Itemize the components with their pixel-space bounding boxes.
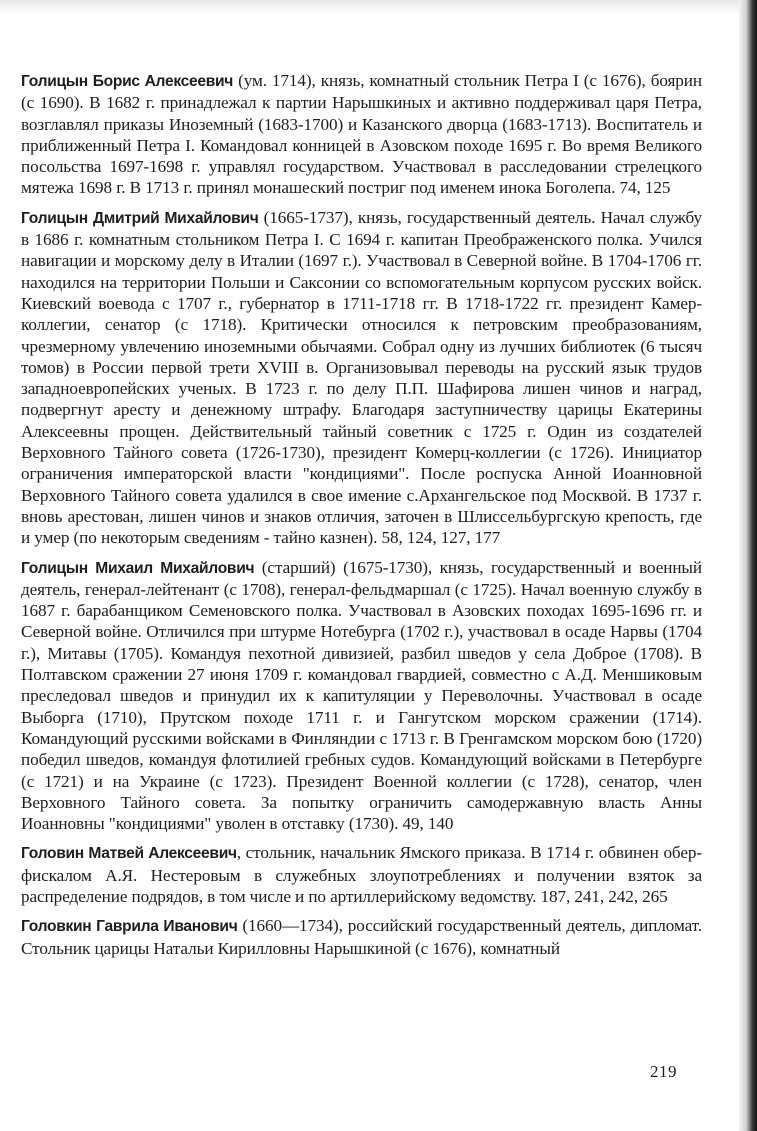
- entry-golitsyn-mikhail: [21, 557, 702, 835]
- entry-name: Голицын Дмитрий Михайлович: [21, 209, 259, 227]
- page-body: [21, 70, 702, 967]
- page-number: 219: [650, 1062, 677, 1081]
- entry-name: Головкин Гаврила Иванович: [21, 918, 238, 936]
- entry-golitsyn-boris: [21, 70, 702, 199]
- entry-name: Голицын Борис Алексеевич: [21, 73, 234, 90]
- entry-name: Голицын Михаил Михайлович: [21, 559, 255, 577]
- entry-text: (1660—1734), российский государственный деятель, дипломат. Стольник царицы Натальи Кирилловны Нарышкиной (с 1676), комнатный: [21, 916, 702, 958]
- entry-text: (1665-1737), князь, государственный деятель. Начал службу в 1686 г. комнатным стольником Петра I. С 1694 г. капитан Преображенского полка. Учился навигации и морскому делу в Италии (1697 г.). Участвовал в Северной войне. В 1704-1706 гг. находился на территории Польши и Саксонии со вспомогательным корпусом русских войск. Киевский воевода с 1707 г., губернатор в 1711-1718 гг. В 1718-1722 гг. президент Камер-коллегии, сенатор (с 1718). Критически относился к петровским преобразованиям, чрезмерному увлечению иноземными обычаями. Собрал одну из лучших библиотек (6 тысяч томов) в России первой трети XVIII в. Организовывал переводы на русский язык трудов западноевропейских ученых. В 1723 г. по делу П.П. Шафирова лишен чинов и наград, подвергнут аресту и денежному штрафу. Благодаря заступничеству царицы Екатерины Алексеевны прощен. Действительный тайный советник с 1725 г. Один из создателей Верховного Тайного совета (1726-1730), президент Комерц-коллегии (с 1726). Инициатор ограничения императорской власти "кондициями". После роспуска Анной Иоанновной Верховного Тайного совета удалился в свое имение с.Архангельское под Москвой. В 1737 г. вновь арестован, лишен чинов и знаков отличия, заточен в Шлиссельбургскую крепость, где и умер (по некоторым сведениям - тайно казнен). 58, 124, 127, 177: [21, 207, 702, 548]
- entry-text: (старший) (1675-1730), князь, государственный и военный деятель, генерал-лейтенант (с 1708), генерал-фельдмаршал (с 1725). Начал военную службу в 1687 г. барабанщиком Семеновского полка. Участвовал в Азовских походах 1695-1696 гг. и Северной войне. Отличился при штурме Нотебурга (1702 г.), участвовал в осаде Нарвы (1704 г.), Митавы (1705). Командуя пехотной дивизией, разбил шведов у села Доброе (1708). В Полтавском сражении 27 июня 1709 г. командовал гвардией, совместно с А.Д. Меншиковым преследовал шведов и принудил их к капитуляции у Переволочны. Участвовал в осаде Выборга (1710), Прутском походе 1711 г. и Гангутском морском сражении (1714). Командующий русскими войсками в Финляндии с 1713 г. В Гренгамском морском бою (1720) победил шведов, командуя флотилией гребных судов. Командующий войсками в Петербурге (с 1721) и на Украине (с 1723). Президент Военной коллегии (с 1728), сенатор, член Верховного Тайного совета. За попытку ограничить самодержавную власть Анны Иоанновны "кондициями" уволен в отставку (1730). 49, 140: [21, 557, 702, 834]
- entry-golitsyn-dmitry: [21, 207, 702, 549]
- entry-text: (ум. 1714), князь, комнатный стольник Петра I (с 1676), боярин (с 1690). В 1682 г. принадлежал к партии Нарышкиных и активно поддерживал царя Петра, возглавлял приказы Иноземный (1683-1700) и Казанского дворца (1683-1713). Воспитатель и приближенный Петра I. Командовал конницей в Азовском походе 1695 г. Во время Великого посольства 1697-1698 г. управлял государством. Участвовал в расследовании стрелецкого мятежа 1698 г. В 1713 г. принял монашеский постриг под именем инока Боголепа. 74, 125: [21, 71, 703, 198]
- entry-golovkin-gavrila: [21, 915, 702, 959]
- scan-top-shade: [0, 0, 757, 14]
- entry-name: Головин Матвей Алексеевич: [21, 845, 237, 863]
- scan-binding-edge: [739, 0, 757, 1131]
- entry-golovin-matvey: [21, 842, 702, 907]
- entry-text: , стольник, начальник Ямского приказа. В 1714 г. обвинен обер-фискалом А.Я. Нестеровым в служебных злоупотреблениях и получении взяток за распределение подрядов, в том числе и по артиллерийскому ведомству. 187, 241, 242, 265: [21, 843, 703, 906]
